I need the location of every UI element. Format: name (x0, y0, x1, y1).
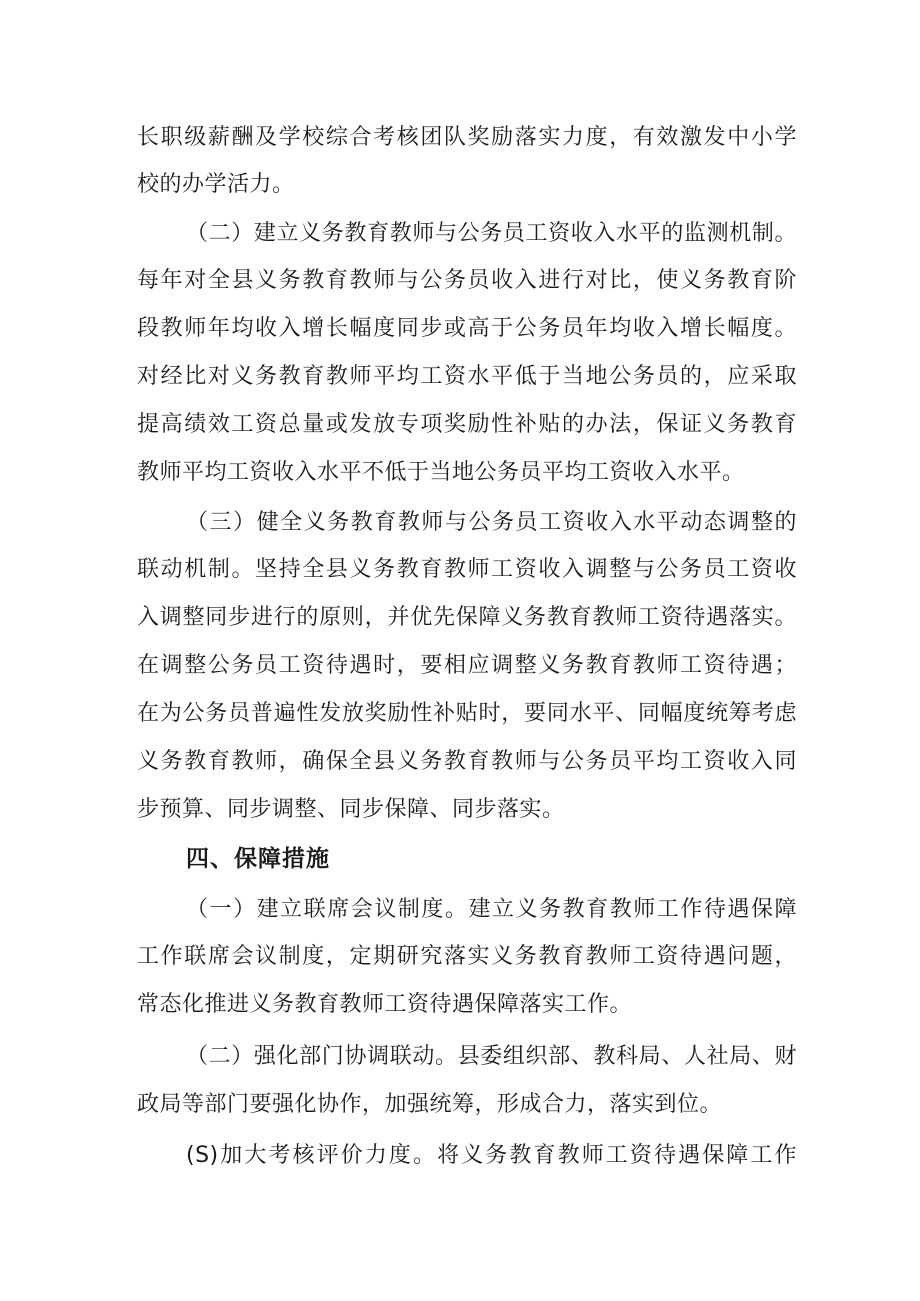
paragraph-line: 步预算、同步调整、同步保障、同步落实。 (137, 797, 565, 822)
section-heading: 四、保障措施 (186, 846, 330, 872)
paragraph-line: （二）建立义务教育教师与公务员工资收入水平的监测机制。 (186, 221, 797, 246)
paragraph-line: （三）健全义务教育教师与公务员工资收入水平动态调整的 (186, 510, 797, 535)
paragraph-line: 对经比对义务教育教师平均工资水平低于当地公务员的，应采取 (137, 364, 797, 389)
paragraph-line: 义务教育教师，确保全县义务教育教师与公务员平均工资收入同 (137, 749, 797, 774)
paragraph-line: 政局等部门要强化协作，加强统筹，形成合力，落实到位。 (137, 1092, 723, 1117)
paragraph-line: （二）强化部门协调联动。县委组织部、教科局、人社局、财 (186, 1044, 797, 1069)
paragraph-line: 提高绩效工资总量或发放专项奖励性补贴的办法，保证义务教育 (137, 412, 797, 437)
paragraph-line: (S)加大考核评价力度。将义务教育教师工资待遇保障工作 (186, 1143, 797, 1168)
paragraph-line: 每年对全县义务教育教师与公务员收入进行对比，使义务教育阶 (137, 268, 797, 293)
paragraph-line: 校的办学活力。 (137, 172, 295, 197)
paragraph-line: 入调整同步进行的原则，并优先保障义务教育教师工资待遇落实。 (137, 605, 797, 630)
paragraph-line: 教师平均工资收入水平不低于当地公务员平均工资收入水平。 (137, 460, 745, 485)
paragraph-line: 在调整公务员工资待遇时，要相应调整义务教育教师工资待遇； (137, 653, 797, 678)
paragraph-line: 长职级薪酬及学校综合考核团队奖励落实力度，有效激发中小学 (137, 125, 797, 150)
paragraph-line: 在为公务员普遍性发放奖励性补贴时，要同水平、同幅度统筹考虑 (137, 701, 797, 726)
paragraph-line: 工作联席会议制度，定期研究落实义务教育教师工资待遇问题， (137, 944, 797, 969)
paragraph-line: 联动机制。坚持全县义务教育教师工资收入调整与公务员工资收 (137, 557, 797, 582)
paragraph-line: 段教师年均收入增长幅度同步或高于公务员年均收入增长幅度。 (137, 316, 797, 341)
paragraph-line: 常态化推进义务教育教师工资待遇保障落实工作。 (137, 992, 633, 1017)
paragraph-line: （一）建立联席会议制度。建立义务教育教师工作待遇保障 (186, 897, 797, 922)
